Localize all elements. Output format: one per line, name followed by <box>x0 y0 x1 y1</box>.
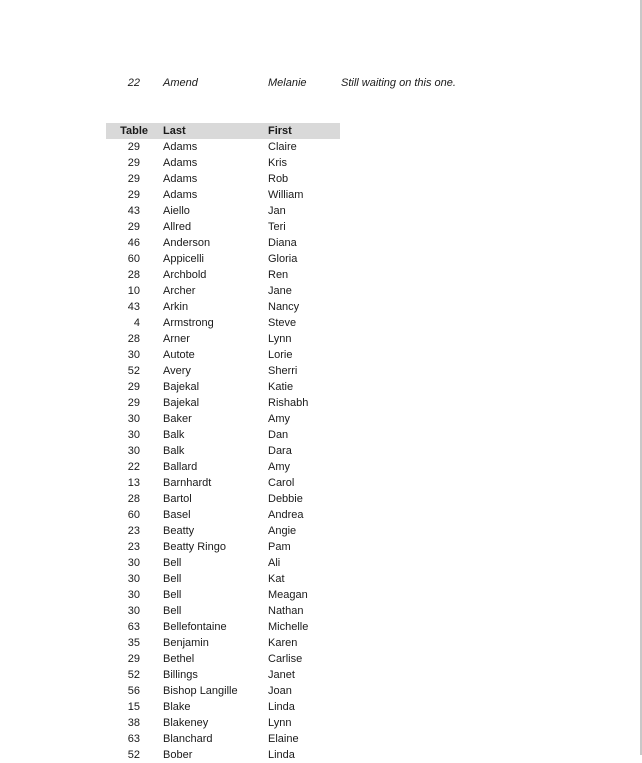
cell-last: Allred <box>163 221 192 233</box>
table-row <box>0 347 640 363</box>
table-row <box>0 571 640 587</box>
cell-first: Karen <box>268 637 298 649</box>
cell-last: Arkin <box>163 301 189 313</box>
table-row <box>0 267 640 283</box>
cell-last: Armstrong <box>163 317 214 329</box>
cell-last: Basel <box>163 509 191 521</box>
cell-first: Kris <box>268 157 287 169</box>
cell-last: Adams <box>163 189 198 201</box>
table-row <box>0 731 640 747</box>
cell-last: Blanchard <box>163 733 213 745</box>
cell-last: Appicelli <box>163 253 204 265</box>
table-row <box>0 603 640 619</box>
cell-last: Bell <box>163 589 182 601</box>
note-table-number: 22 <box>127 77 140 89</box>
cell-first: Meagan <box>268 589 308 601</box>
table-row <box>0 427 640 443</box>
cell-table: 56 <box>127 685 140 697</box>
table-row <box>0 507 640 523</box>
cell-last: Balk <box>163 429 185 441</box>
cell-first: Rob <box>268 173 289 185</box>
table-row <box>0 443 640 459</box>
cell-first: Jan <box>268 205 286 217</box>
cell-first: Joan <box>268 685 292 697</box>
cell-table: 4 <box>133 317 140 329</box>
cell-table: 28 <box>127 333 140 345</box>
cell-last: Barnhardt <box>163 477 212 489</box>
seating-roster-table <box>0 123 640 763</box>
table-row <box>0 219 640 235</box>
cell-first: Debbie <box>268 493 303 505</box>
cell-first: Nancy <box>268 301 300 313</box>
cell-table: 30 <box>127 557 140 569</box>
cell-last: Bajekal <box>163 397 200 409</box>
table-row <box>0 139 640 155</box>
table-row <box>0 667 640 683</box>
cell-table: 22 <box>127 461 140 473</box>
table-row <box>0 715 640 731</box>
cell-first: Dan <box>268 429 289 441</box>
cell-last: Baker <box>163 413 192 425</box>
cell-first: Gloria <box>268 253 298 265</box>
cell-first: Linda <box>268 749 295 761</box>
cell-table: 29 <box>127 653 140 665</box>
table-row <box>0 315 640 331</box>
cell-table: 60 <box>127 509 140 521</box>
cell-table: 28 <box>127 493 140 505</box>
cell-first: Nathan <box>268 605 304 617</box>
cell-last: Beatty Ringo <box>163 541 226 553</box>
cell-first: Kat <box>268 573 285 585</box>
cell-table: 29 <box>127 157 140 169</box>
cell-table: 52 <box>127 749 140 761</box>
cell-last: Benjamin <box>163 637 209 649</box>
cell-first: Elaine <box>268 733 299 745</box>
cell-last: Adams <box>163 141 198 153</box>
cell-table: 23 <box>127 541 140 553</box>
cell-last: Bishop Langille <box>163 685 238 697</box>
cell-first: Ali <box>268 557 281 569</box>
cell-table: 63 <box>127 733 140 745</box>
table-row <box>0 331 640 347</box>
cell-table: 63 <box>127 621 140 633</box>
cell-table: 30 <box>127 349 140 361</box>
note-comment: Still waiting on this one. <box>341 77 456 89</box>
cell-table: 29 <box>127 221 140 233</box>
table-row <box>0 555 640 571</box>
table-row <box>0 187 640 203</box>
table-row <box>0 235 640 251</box>
cell-last: Bethel <box>163 653 195 665</box>
cell-last: Bell <box>163 605 182 617</box>
table-row <box>0 651 640 667</box>
cell-first: Rishabh <box>268 397 309 409</box>
cell-table: 60 <box>127 253 140 265</box>
cell-last: Arner <box>163 333 190 345</box>
table-row <box>0 523 640 539</box>
cell-table: 23 <box>127 525 140 537</box>
table-row <box>0 363 640 379</box>
table-row <box>0 203 640 219</box>
cell-table: 52 <box>127 365 140 377</box>
header-last: Last <box>163 125 186 137</box>
note-first-name: Melanie <box>268 77 307 89</box>
note-last-name: Amend <box>163 77 198 89</box>
table-row <box>0 747 640 763</box>
cell-last: Bartol <box>163 493 192 505</box>
cell-last: Anderson <box>163 237 211 249</box>
cell-last: Autote <box>163 349 195 361</box>
table-row <box>0 411 640 427</box>
cell-first: Amy <box>268 461 290 473</box>
table-row <box>0 539 640 555</box>
cell-first: Lynn <box>268 333 292 345</box>
cell-first: Teri <box>268 221 286 233</box>
table-row <box>0 395 640 411</box>
cell-table: 43 <box>127 301 140 313</box>
cell-first: Lorie <box>268 349 293 361</box>
table-row <box>0 683 640 699</box>
cell-last: Aiello <box>163 205 190 217</box>
table-row <box>0 459 640 475</box>
cell-table: 46 <box>127 237 140 249</box>
cell-last: Adams <box>163 173 198 185</box>
cell-table: 29 <box>127 141 140 153</box>
cell-table: 29 <box>127 397 140 409</box>
cell-table: 35 <box>127 637 140 649</box>
table-row <box>0 587 640 603</box>
cell-table: 10 <box>127 285 140 297</box>
cell-first: Dara <box>268 445 292 457</box>
cell-last: Bober <box>163 749 193 761</box>
cell-last: Avery <box>163 365 191 377</box>
table-row <box>0 475 640 491</box>
cell-last: Archbold <box>163 269 207 281</box>
cell-first: Sherri <box>268 365 298 377</box>
note-entry <box>0 75 600 91</box>
cell-first: Claire <box>268 141 297 153</box>
cell-first: Pam <box>268 541 291 553</box>
cell-first: Steve <box>268 317 297 329</box>
cell-table: 28 <box>127 269 140 281</box>
table-row <box>0 283 640 299</box>
cell-first: Andrea <box>268 509 304 521</box>
cell-table: 30 <box>127 445 140 457</box>
cell-last: Archer <box>163 285 196 297</box>
cell-table: 30 <box>127 573 140 585</box>
cell-first: Linda <box>268 701 295 713</box>
cell-table: 29 <box>127 381 140 393</box>
cell-table: 52 <box>127 669 140 681</box>
cell-last: Bell <box>163 557 182 569</box>
table-row <box>0 155 640 171</box>
table-row <box>0 635 640 651</box>
cell-table: 15 <box>127 701 140 713</box>
cell-last: Beatty <box>163 525 195 537</box>
table-row <box>0 379 640 395</box>
cell-table: 13 <box>127 477 140 489</box>
table-row <box>0 251 640 267</box>
cell-first: Katie <box>268 381 294 393</box>
cell-last: Bell <box>163 573 182 585</box>
cell-first: Angie <box>268 525 297 537</box>
cell-table: 30 <box>127 589 140 601</box>
header-first: First <box>268 125 292 137</box>
cell-table: 43 <box>127 205 140 217</box>
table-body <box>0 139 640 763</box>
cell-table: 30 <box>127 413 140 425</box>
header-table: Table <box>120 125 148 137</box>
table-row <box>0 299 640 315</box>
cell-last: Billings <box>163 669 198 681</box>
cell-table: 30 <box>127 429 140 441</box>
cell-first: Jane <box>268 285 292 297</box>
cell-table: 30 <box>127 605 140 617</box>
cell-first: Lynn <box>268 717 292 729</box>
cell-first: Amy <box>268 413 290 425</box>
cell-first: Janet <box>268 669 295 681</box>
cell-last: Bellefontaine <box>163 621 227 633</box>
cell-last: Bajekal <box>163 381 200 393</box>
cell-first: William <box>268 189 304 201</box>
cell-last: Ballard <box>163 461 198 473</box>
table-row <box>0 171 640 187</box>
cell-last: Balk <box>163 445 185 457</box>
cell-last: Adams <box>163 157 198 169</box>
cell-table: 29 <box>127 189 140 201</box>
table-header-row <box>0 123 640 139</box>
cell-first: Michelle <box>268 621 309 633</box>
cell-table: 29 <box>127 173 140 185</box>
cell-first: Carol <box>268 477 295 489</box>
cell-first: Carlise <box>268 653 303 665</box>
cell-first: Ren <box>268 269 289 281</box>
cell-first: Diana <box>268 237 297 249</box>
cell-table: 38 <box>127 717 140 729</box>
table-row <box>0 491 640 507</box>
cell-last: Blake <box>163 701 191 713</box>
cell-last: Blakeney <box>163 717 209 729</box>
table-row <box>0 619 640 635</box>
table-row <box>0 699 640 715</box>
